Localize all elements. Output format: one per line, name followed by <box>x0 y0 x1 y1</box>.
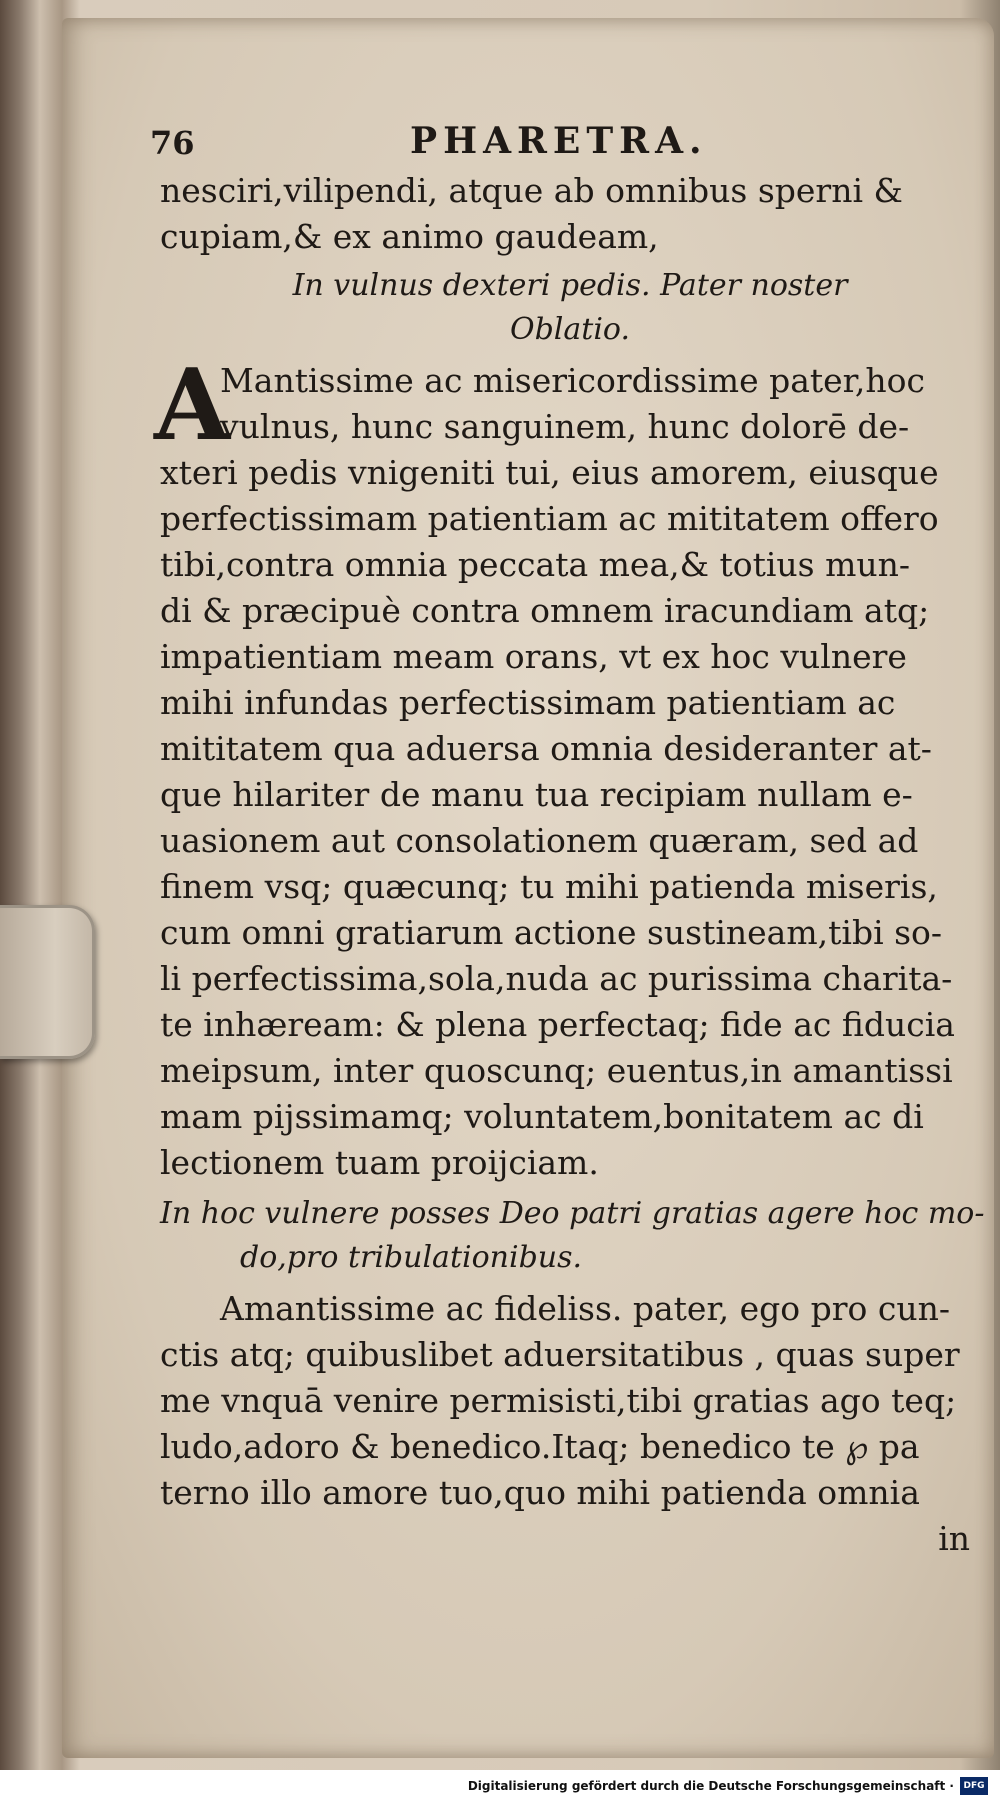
paragraph <box>154 348 980 1186</box>
text-line: te inhæream: & plena perfectaq; fide ac fiducia <box>160 1005 955 1044</box>
text-line: terno illo amore tuo,quo mihi patienda omnia <box>160 1473 920 1512</box>
section-subheading: do,pro tribulationibus. <box>240 1240 583 1275</box>
text-line: impatientiam meam orans, vt ex hoc vulnere <box>160 637 907 676</box>
text-line: mihi infundas perfectissimam patientiam ac <box>160 683 896 722</box>
book-clasp <box>0 905 95 1059</box>
text-line: xteri pedis vnigeniti tui, eius amorem, eiusque <box>160 453 939 492</box>
dfg-logo: DFG <box>960 1777 988 1795</box>
text-line: Mantissime ac misericordissime pater,hoc <box>220 361 925 400</box>
text-line: nesciri,vilipendi, atque ab omnibus sperni & <box>160 171 903 210</box>
text-line: ctis atq; quibuslibet aduersitatibus , quas super <box>160 1335 960 1374</box>
text-line: li perfectissima,sola,nuda ac purissima charita- <box>160 959 953 998</box>
running-title: PHARETRA. <box>410 120 708 162</box>
drop-cap: A <box>154 348 231 463</box>
section-heading: In vulnus dexteri pedis. Pater noster <box>292 268 848 303</box>
text-line: perfectissimam patientiam ac mititatem offero <box>160 499 939 538</box>
text-line: meipsum, inter quoscunq; euentus,in amantissi <box>160 1051 953 1090</box>
digitization-credit: Digitalisierung gefördert durch die Deutsche Forschungsgemeinschaft · <box>467 1779 954 1793</box>
section-heading: In hoc vulnere posses Deo patri gratias agere hoc mo- <box>160 1196 985 1231</box>
text-line: lectionem tuam proijciam. <box>160 1143 599 1182</box>
text-line: mam pijssimamq; voluntatem,bonitatem ac di <box>160 1097 924 1136</box>
text-line: di & præcipuè contra omnem iracundiam atq; <box>160 591 930 630</box>
text-line: mititatem qua aduersa omnia desideranter at- <box>160 729 932 768</box>
text-line: que hilariter de manu tua recipiam nullam e- <box>160 775 913 814</box>
text-line: tibi,contra omnia peccata mea,& totius mun- <box>160 545 911 584</box>
page-text <box>150 120 985 1562</box>
text-line: me vnquā venire permisisti,tibi gratias ago teq; <box>160 1381 957 1420</box>
catchword: in <box>938 1519 970 1558</box>
text-line: finem vsq; quæcunq; tu mihi patienda miseris, <box>160 867 938 906</box>
digitization-footer <box>0 1770 1000 1804</box>
page-header <box>150 120 980 168</box>
text-line: ludo,adoro & benedico.Itaq; benedico te ℘ pa <box>160 1427 920 1466</box>
paragraph <box>160 1286 980 1562</box>
text-line: cupiam,& ex animo gaudeam, <box>160 217 659 256</box>
text-line: Amantissime ac fideliss. pater, ego pro cun- <box>220 1289 950 1328</box>
text-line: cum omni gratiarum actione sustineam,tibi so- <box>160 913 943 952</box>
page-number: 76 <box>150 124 195 162</box>
text-line: uasionem aut consolationem quæram, sed ad <box>160 821 919 860</box>
text-line: vulnus, hunc sanguinem, hunc dolorē de- <box>220 407 910 446</box>
section-subheading: Oblatio. <box>510 312 630 347</box>
